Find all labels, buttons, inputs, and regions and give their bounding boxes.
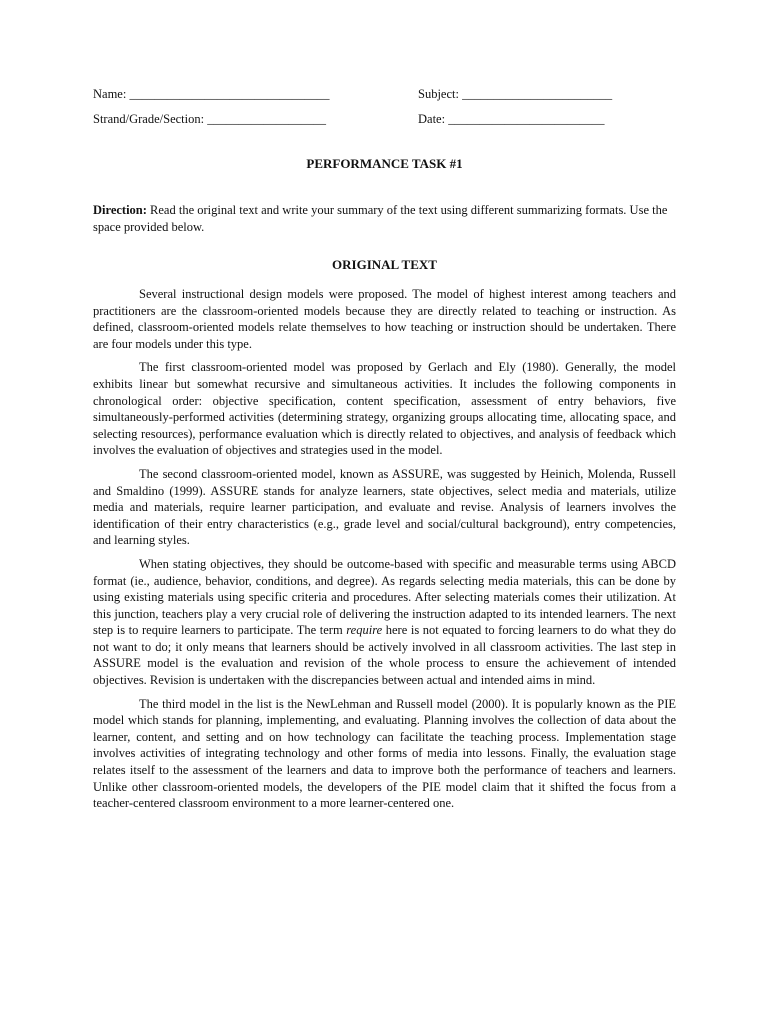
- date-field: Date: _________________________: [418, 112, 605, 126]
- direction-text: [93, 202, 676, 235]
- section-heading: ORIGINAL TEXT: [332, 257, 437, 272]
- subject-field: Subject: ________________________: [418, 87, 613, 101]
- paragraph-5: The third model in the list is the NewLehman and Russell model (2000). It is popularly known as the PIE model which stands for planning, implementing, and evaluating. Planning involves the collection of data about the learner, content, and setting and on how technology can facilitate the teaching process. Implementation stage involves activities of integrating technology and other forms of media into lessons. Finally, the evaluation stage relates itself to the assessment of the learners and data to improve both the performance of teachers and learners. Unlike other classroom-oriented models, the developers of the PIE model claim that it shifted the focus from a teacher-centered classroom environment to a more learner-centered one.: [93, 696, 676, 811]
- paragraph-4: [93, 556, 676, 689]
- name-field: Name: ________________________________: [93, 87, 330, 101]
- header-row-2: [93, 111, 676, 136]
- paragraph-4-emphasis: require: [346, 623, 383, 638]
- strand-grade-section-field: Strand/Grade/Section: ___________________: [93, 112, 326, 126]
- paragraph-4-part-a: When stating objectives, they should be outcome-based with specific and measurable terms using ABCD format (ie., audience, behavior, conditions, and degree). As regards selecting media materials, this can be done by using existing materials using specific criteria and procedures. After selecting materials comes their utilization. At this junction, teachers play a very crucial role of delivering the instruction adapted to its intended learners. The next step is to require learners to participate. The term: [93, 556, 676, 638]
- header-row-1: [93, 86, 676, 111]
- page-title: PERFORMANCE TASK #1: [306, 156, 463, 171]
- document-page: [93, 86, 676, 819]
- paragraph-2: The first classroom-oriented model was proposed by Gerlach and Ely (1980). Generally, the model exhibits linear but somewhat recursive and simultaneous activities. It includes the following components in chronological order: objective specification, content specification, assessment of entry behaviors, five simultaneously-performed activities (determining strategy, organizing groups allocating time, allocating space, and selecting resources), performance evaluation which is directly related to objectives, and analysis of feedback which involves the evaluation of objectives and strategies used in the model.: [93, 360, 676, 458]
- direction-body: Read the original text and write your summary of the text using different summarizing formats. Use the space provided below.: [93, 203, 668, 234]
- paragraph-3: The second classroom-oriented model, known as ASSURE, was suggested by Heinich, Molenda, Russell and Smaldino (1999). ASSURE stands for analyze learners, state objectives, select media and materials, utilize media and materials, require learner participation, and evaluate and revise. Analysis of learners involves the identification of their entry characteristics (e.g., grade level and social/cultural background), entry competencies, and learning styles.: [93, 466, 676, 548]
- paragraph-1: Several instructional design models were proposed. The model of highest interest among teachers and practitioners are the classroom-oriented models because they are directly related to teaching or instruction. As defined, classroom-oriented models relate themselves to how teaching or instruction should be undertaken. There are four models under this type.: [93, 287, 676, 351]
- direction-label: Direction:: [93, 203, 147, 217]
- paragraph-4-part-b: here is not equated to forcing learners to do what they do not want to do; it only means that learners should be actively involved in all classroom activities. The last step in ASSURE model is the evaluation and revision of the whole process to ensure the achievement of intended objectives. Revision is undertaken with the discrepancies between actual and intended aims in mind.: [93, 623, 676, 688]
